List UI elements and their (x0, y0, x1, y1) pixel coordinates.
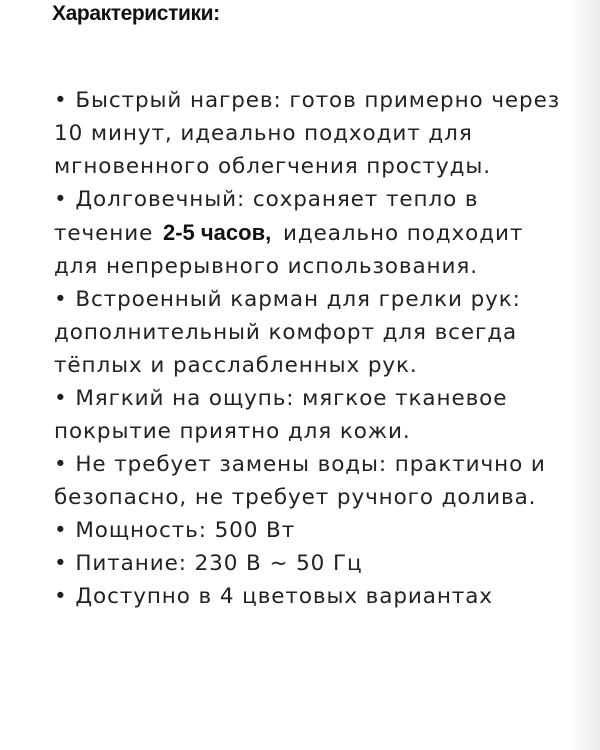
feature-item-colors: • Доступно в 4 цветовых вариантах (54, 584, 493, 609)
feature-item-soft: • Мягкий на ощупь: мягкое тканевое покрытие приятно для кожи. (54, 386, 508, 444)
highlighted-duration: 2-5 часов, (162, 220, 272, 245)
feature-item-supply: • Питание: 230 В ~ 50 Гц (54, 551, 363, 576)
feature-item-pocket: • Встроенный карман для грелки рук: дополнительный комфорт для всегда тёплых и расслабленных рук. (54, 287, 521, 378)
feature-item-water: • Не требует замены воды: практично и безопасно, не требует ручного долива. (54, 452, 546, 510)
feature-item-power: • Мощность: 500 Вт (54, 518, 296, 543)
feature-text-pre: • Долговечный: сохраняет тепло в течение (54, 187, 479, 246)
feature-text-post: идеально подходит для непрерывного использования. (54, 221, 524, 279)
right-edge-shade (572, 0, 600, 750)
feature-item-heating: • Быстрый нагрев: готов примерно через 10 минут, идеально подходит для мгновенного облегчения простуды. (54, 88, 561, 179)
feature-item-durability (54, 183, 574, 283)
features-list (54, 84, 574, 613)
section-title: Характеристики: (52, 2, 220, 25)
